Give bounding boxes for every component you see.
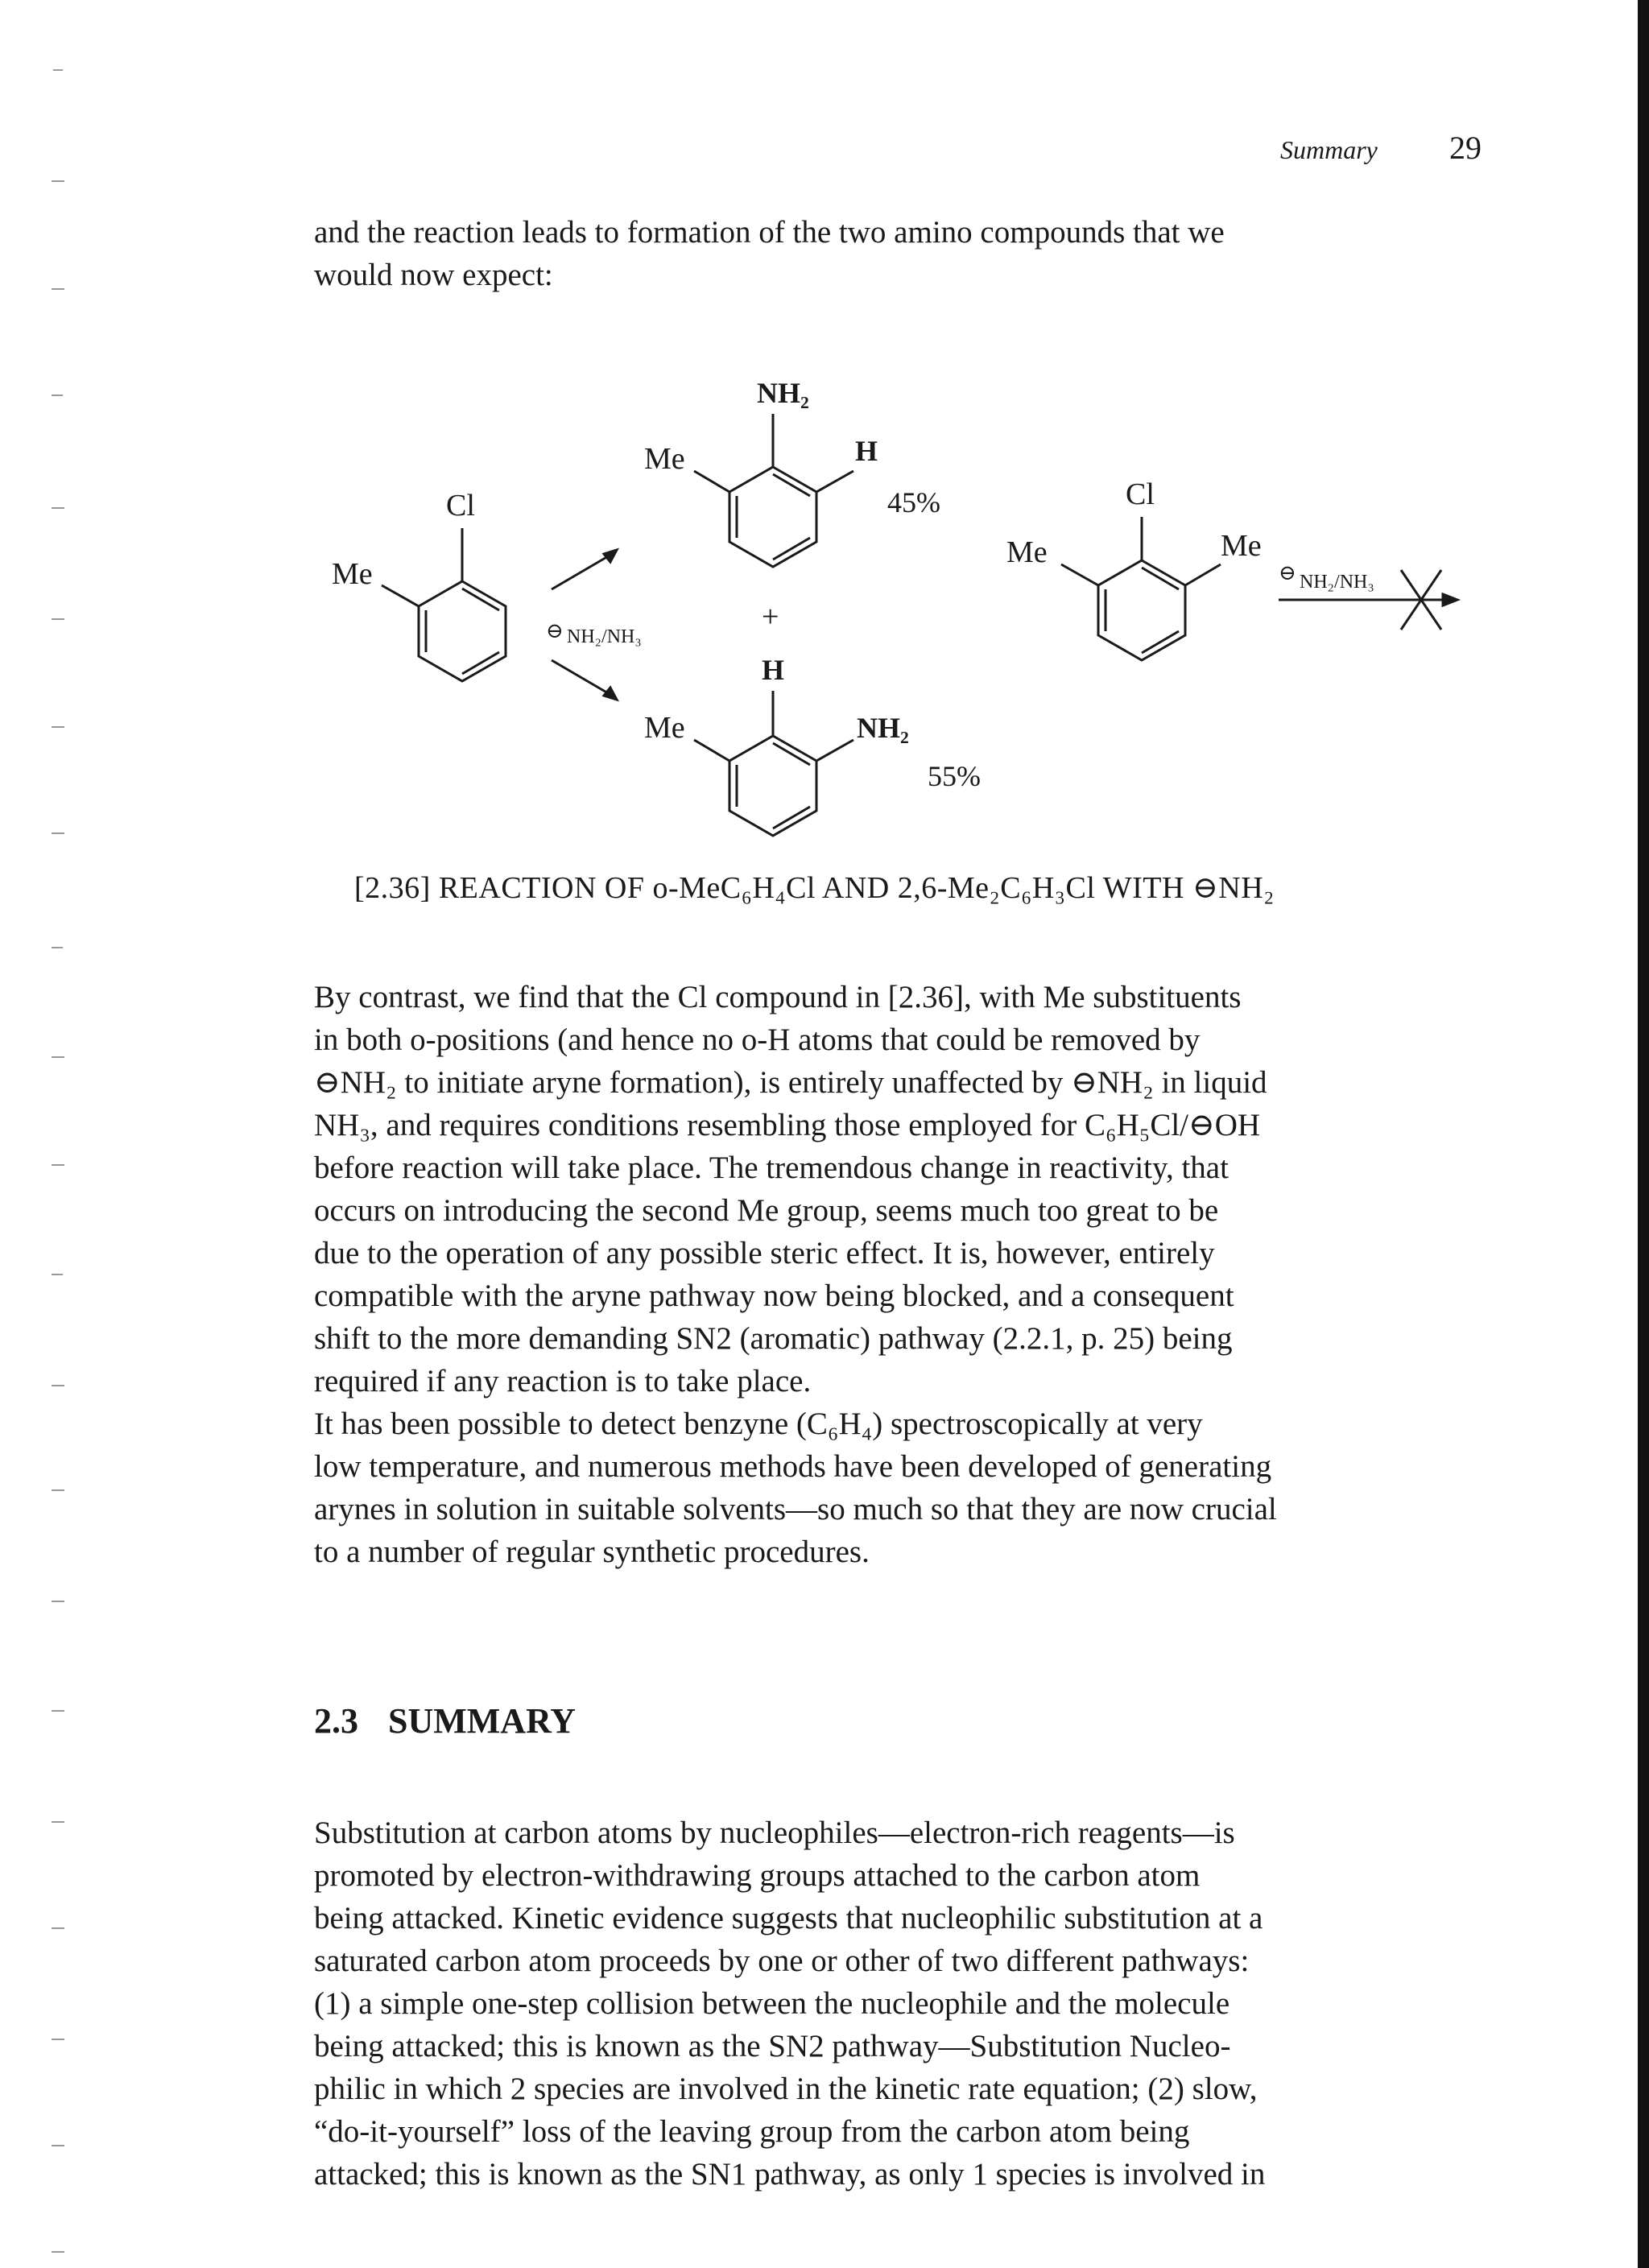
- text-line: (1) a simple one-step collision between the nucleophile and the molecule: [314, 1986, 1230, 2021]
- text-line: being attacked. Kinetic evidence suggests that nucleophilic substitution at a: [314, 1901, 1263, 1935]
- section-heading: [314, 1700, 576, 1741]
- product-top-ring: [694, 414, 853, 567]
- text-line: being attacked; this is known as the SN2 pathway—Substitution Nucleo-: [314, 2029, 1231, 2064]
- text-line: occurs on introducing the second Me group, seems much too great to be: [314, 1193, 1219, 1228]
- section-number: 2.3: [314, 1701, 358, 1741]
- reactant-1-ring: [382, 528, 506, 681]
- text-line: compatible with the aryne pathway now being blocked, and a consequent: [314, 1279, 1234, 1313]
- running-head: Summary: [1280, 135, 1378, 164]
- paragraph-summary: [314, 1812, 1486, 2196]
- reactant-1-me-label: Me: [332, 557, 373, 591]
- reaction-scheme: [314, 354, 1490, 853]
- reactant-2-cl-label: Cl: [1126, 477, 1155, 511]
- product-top-yield: 45%: [887, 486, 940, 518]
- text-line: ⊖NH₂ to initiate aryne formation), is entirely unaffected by ⊖NH₂ in liquid: [314, 1065, 1267, 1100]
- text-line: required if any reaction is to take place.: [314, 1364, 812, 1398]
- caption-number: [2.36]: [354, 871, 431, 905]
- text-line: saturated carbon atom proceeds by one or other of two different pathways:: [314, 1944, 1250, 1978]
- text-line: attacked; this is known as the SN1 pathway, as only 1 species is involved in: [314, 2157, 1266, 2192]
- reactant-1-cl-label: Cl: [446, 489, 475, 523]
- product-top-h: H: [855, 435, 878, 467]
- page-number: 29: [1449, 130, 1482, 166]
- intro-paragraph: [314, 211, 1486, 296]
- product-top-nh2: NH₂: [757, 377, 809, 409]
- product-bottom-ring: [694, 691, 853, 836]
- scheme-caption: [354, 870, 1275, 906]
- text-line: in both o-positions (and hence no o-H atoms that could be removed by: [314, 1022, 1201, 1057]
- minus-charge-icon: ⊖: [1279, 561, 1296, 585]
- page-header: [1280, 129, 1482, 169]
- paragraph-contrast: [314, 976, 1486, 1403]
- section-title: SUMMARY: [388, 1701, 577, 1741]
- text-line: “do-it-yourself” loss of the leaving group from the carbon atom being: [314, 2114, 1190, 2149]
- product-bottom-me: Me: [644, 711, 685, 745]
- text-line: before reaction will take place. The tremendous change in reactivity, that: [314, 1151, 1229, 1185]
- text-line: shift to the more demanding SN2 (aromatic) pathway (2.2.1, p. 25) being: [314, 1321, 1233, 1356]
- reagent-label-2: NH₂/NH₃: [1300, 572, 1374, 593]
- text-line: philic in which 2 species are involved in the kinetic rate equation; (2) slow,: [314, 2072, 1258, 2106]
- text-line: low temperature, and numerous methods have been developed of generating: [314, 1449, 1272, 1484]
- reactant-2-me-left: Me: [1006, 535, 1048, 569]
- text-line: It has been possible to detect benzyne (C₆H₄) spectroscopically at very: [314, 1407, 1203, 1441]
- text-line: and the reaction leads to formation of the two amino compounds that we: [314, 215, 1225, 250]
- reactant-2-me-right: Me: [1221, 529, 1262, 563]
- minus-charge-icon: ⊖: [546, 619, 564, 642]
- reactant-2-ring: [1061, 517, 1221, 660]
- text-line: promoted by electron-withdrawing groups attached to the carbon atom: [314, 1858, 1201, 1893]
- product-bottom-yield: 55%: [928, 760, 981, 792]
- product-bottom-h: H: [762, 654, 785, 686]
- text-line: due to the operation of any possible steric effect. It is, however, entirely: [314, 1236, 1215, 1270]
- product-bottom-nh2: NH₂: [857, 712, 909, 744]
- text-line: By contrast, we find that the Cl compound in [2.36], with Me substituents: [314, 980, 1242, 1014]
- reagent-label: NH₂/NH₃: [567, 626, 642, 647]
- text-line: Substitution at carbon atoms by nucleophiles—electron-rich reagents—is: [314, 1816, 1235, 1850]
- product-top-me: Me: [644, 442, 685, 476]
- text-line: to a number of regular synthetic procedures.: [314, 1535, 870, 1569]
- text-line: arynes in solution in suitable solvents—so much so that they are now crucial: [314, 1492, 1277, 1526]
- caption-text: REACTION OF o-MeC₆H₄Cl AND 2,6-Me₂C₆H₃Cl WITH ⊖NH₂: [438, 871, 1275, 905]
- text-line: would now expect:: [314, 258, 553, 292]
- text-line: NH₃, and requires conditions resembling those employed for C₆H₅Cl/⊖OH: [314, 1108, 1261, 1142]
- paragraph-benzyne: [314, 1403, 1486, 1573]
- page-edge: [1638, 0, 1649, 2268]
- plus-sign: +: [762, 600, 779, 634]
